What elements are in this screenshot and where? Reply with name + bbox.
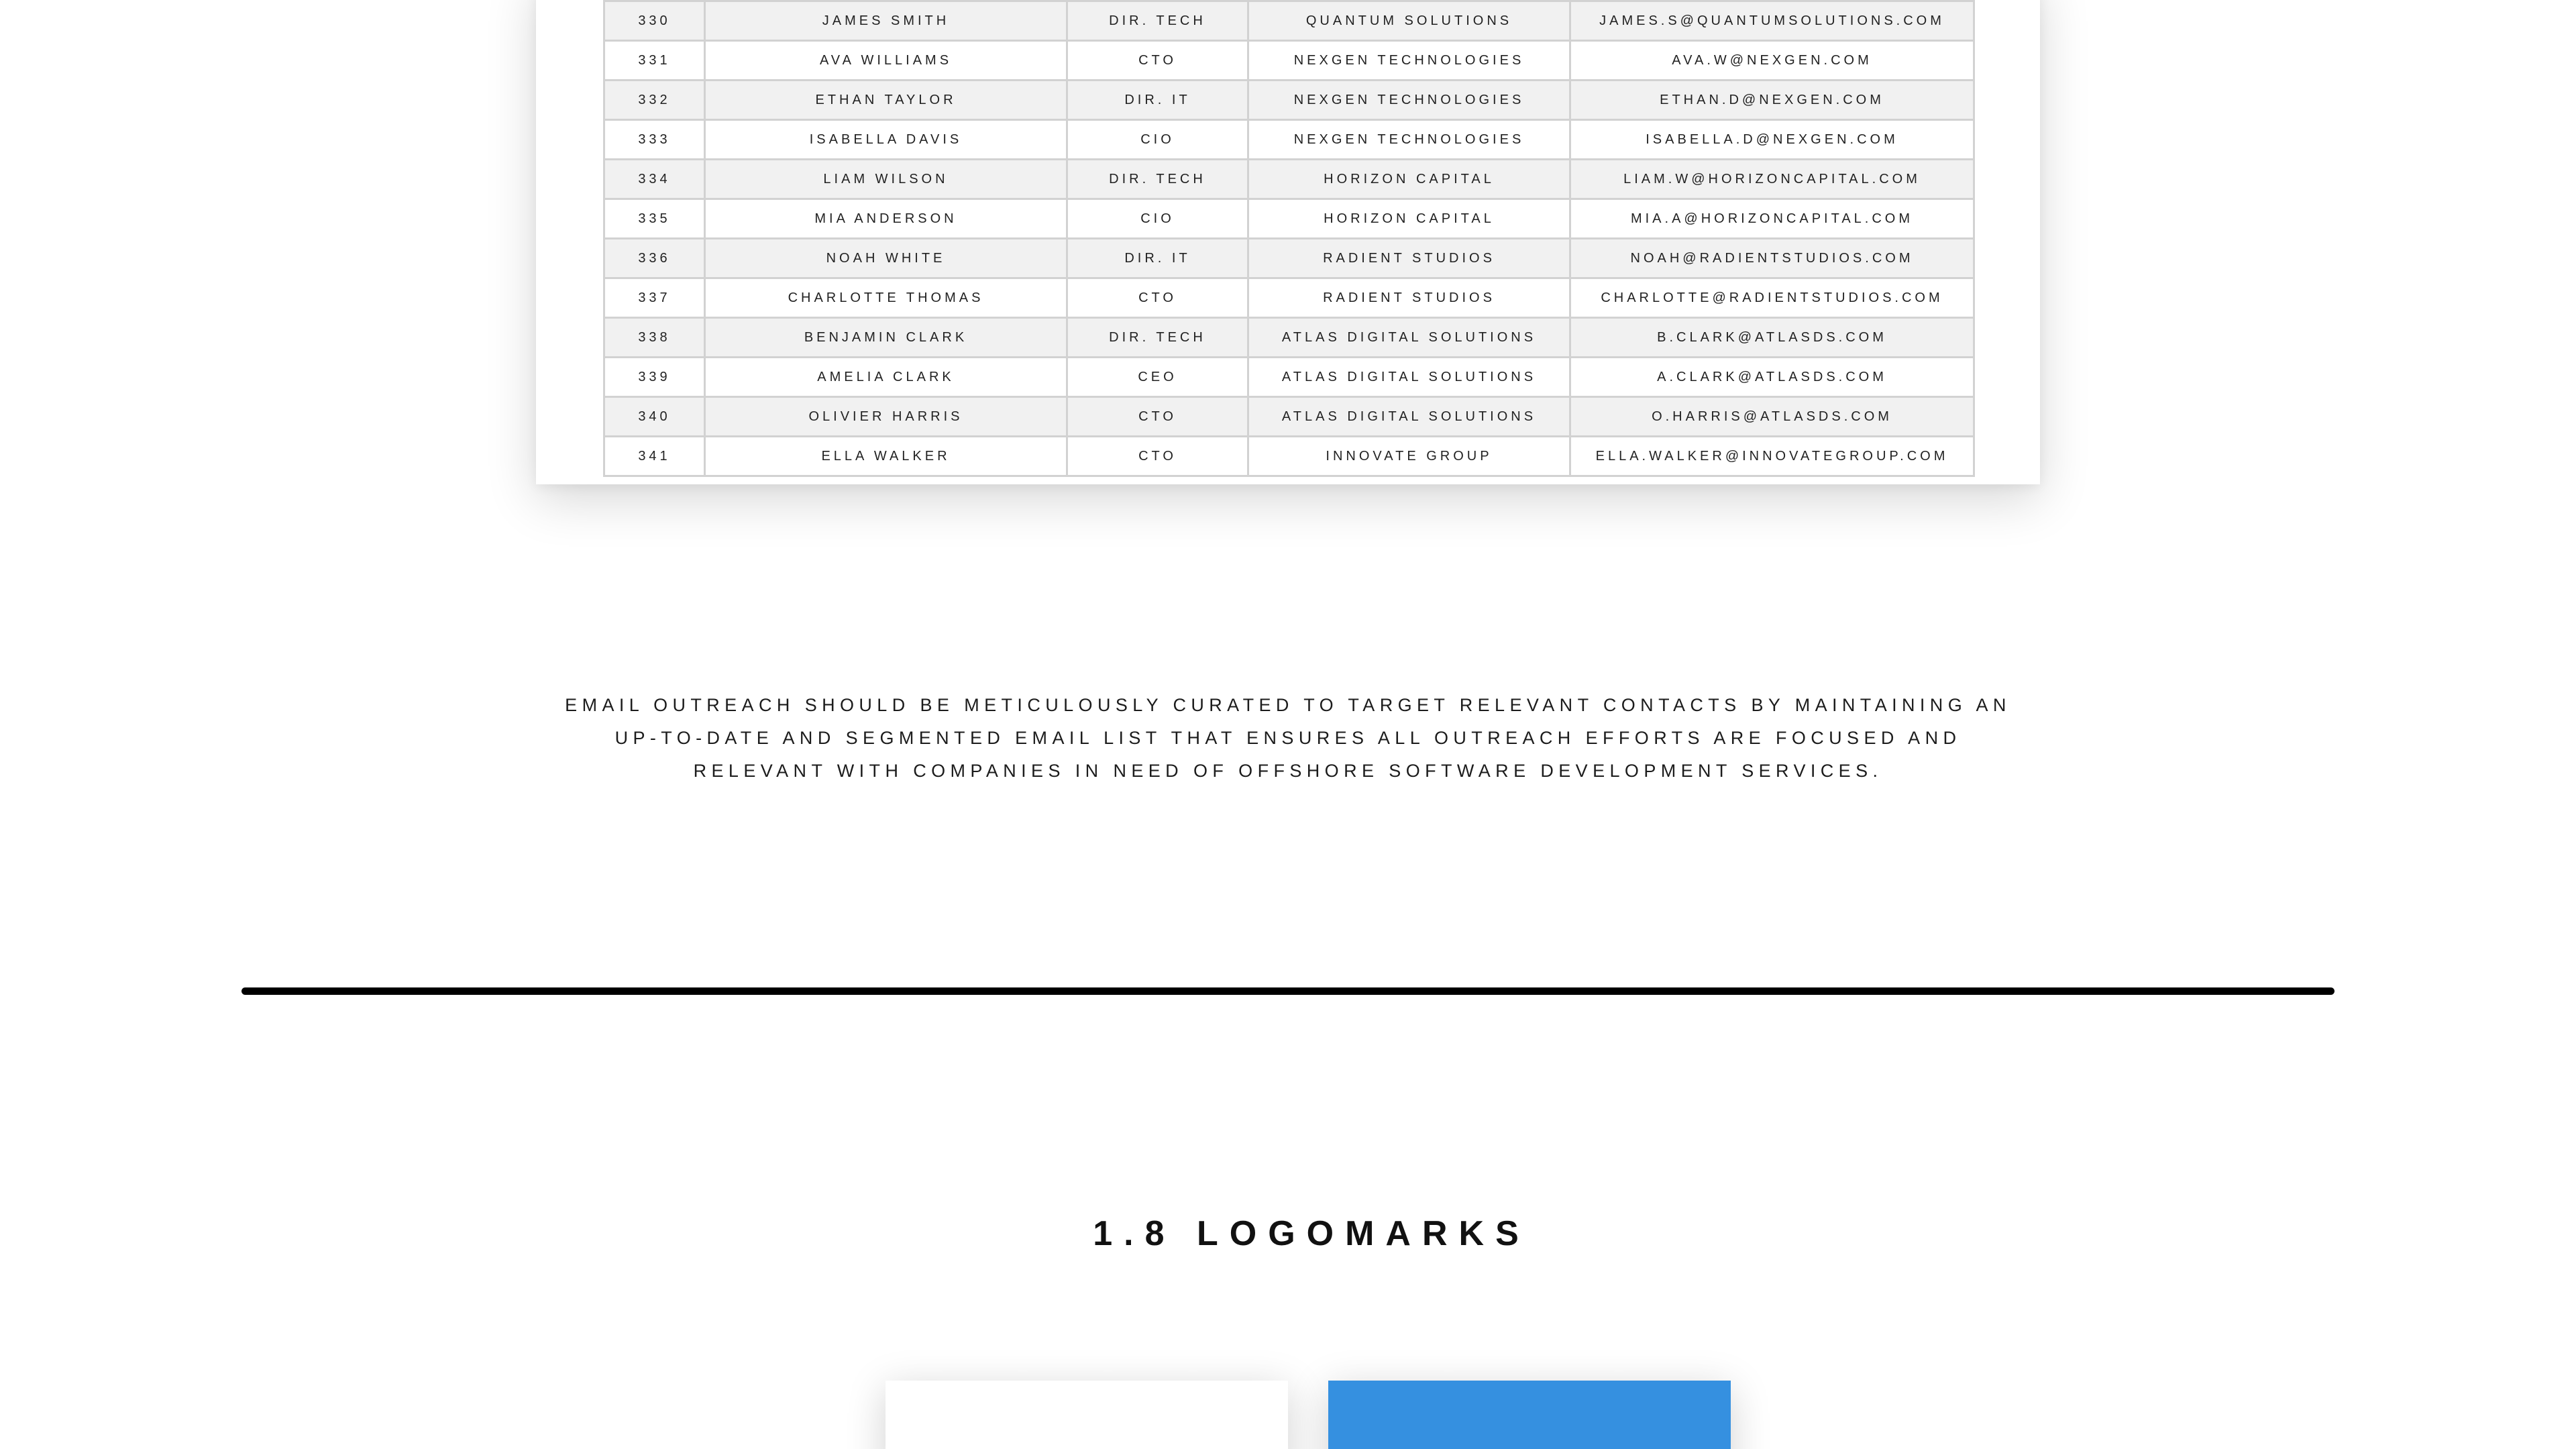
cell-name: MIA ANDERSON xyxy=(705,199,1067,239)
cell-company: NEXGEN TECHNOLOGIES xyxy=(1248,80,1570,120)
cell-id: 338 xyxy=(604,318,705,358)
cell-email[interactable]: MIA.A@HORIZONCAPITAL.COM xyxy=(1570,199,1974,239)
cell-name: OLIVIER HARRIS xyxy=(705,397,1067,437)
cell-name: LIAM WILSON xyxy=(705,160,1067,199)
contacts-table-card xyxy=(536,0,2040,484)
cell-title: DIR. IT xyxy=(1067,80,1248,120)
cell-email[interactable]: JAMES.S@QUANTUMSOLUTIONS.COM xyxy=(1570,1,1974,41)
table-row xyxy=(604,1,1974,41)
outreach-paragraph: EMAIL OUTREACH SHOULD BE METICULOUSLY CURATED TO TARGET RELEVANT CONTACTS BY MAINTAINING AN UP-TO-DATE AND SEGMENTED EMAIL LIST THAT ENSURES ALL OUTREACH EFFORTS ARE FOCUSED AND RELEVANT WITH COMPANIES IN NEED OF OFFSHORE SOFTWARE DEVELOPMENT SERVICES. xyxy=(565,695,2011,781)
cell-email[interactable]: CHARLOTTE@RADIENTSTUDIOS.COM xyxy=(1570,278,1974,318)
cell-title: DIR. TECH xyxy=(1067,1,1248,41)
cell-name: AVA WILLIAMS xyxy=(705,41,1067,80)
cell-name: CHARLOTTE THOMAS xyxy=(705,278,1067,318)
cell-title: CIO xyxy=(1067,120,1248,160)
logomark-card-light xyxy=(885,1381,1288,1449)
cell-company: ATLAS DIGITAL SOLUTIONS xyxy=(1248,397,1570,437)
cell-title: CTO xyxy=(1067,437,1248,476)
cell-title: CIO xyxy=(1067,199,1248,239)
cell-email[interactable]: NOAH@RADIENTSTUDIOS.COM xyxy=(1570,239,1974,278)
cell-id: 340 xyxy=(604,397,705,437)
table-row xyxy=(604,160,1974,199)
table-row xyxy=(604,199,1974,239)
cell-email[interactable]: ELLA.WALKER@INNOVATEGROUP.COM xyxy=(1570,437,1974,476)
cell-company: HORIZON CAPITAL xyxy=(1248,160,1570,199)
cell-id: 336 xyxy=(604,239,705,278)
cell-id: 331 xyxy=(604,41,705,80)
cell-id: 334 xyxy=(604,160,705,199)
logomark-card-blue xyxy=(1328,1381,1731,1449)
cell-email[interactable]: A.CLARK@ATLASDS.COM xyxy=(1570,358,1974,397)
cell-email[interactable]: ETHAN.D@NEXGEN.COM xyxy=(1570,80,1974,120)
cell-title: DIR. TECH xyxy=(1067,160,1248,199)
table-row xyxy=(604,278,1974,318)
table-row xyxy=(604,397,1974,437)
cell-id: 332 xyxy=(604,80,705,120)
cell-company: NEXGEN TECHNOLOGIES xyxy=(1248,41,1570,80)
cell-name: ETHAN TAYLOR xyxy=(705,80,1067,120)
table-row xyxy=(604,318,1974,358)
cell-title: CTO xyxy=(1067,397,1248,437)
table-row xyxy=(604,239,1974,278)
contacts-table-body xyxy=(604,1,1974,476)
cell-name: JAMES SMITH xyxy=(705,1,1067,41)
table-row xyxy=(604,437,1974,476)
cell-title: CTO xyxy=(1067,41,1248,80)
cell-id: 330 xyxy=(604,1,705,41)
cell-company: ATLAS DIGITAL SOLUTIONS xyxy=(1248,318,1570,358)
table-row xyxy=(604,358,1974,397)
table-row xyxy=(604,80,1974,120)
table-row xyxy=(604,41,1974,80)
section-divider xyxy=(241,987,2334,995)
cell-name: NOAH WHITE xyxy=(705,239,1067,278)
cell-company: INNOVATE GROUP xyxy=(1248,437,1570,476)
cell-title: DIR. TECH xyxy=(1067,318,1248,358)
cell-company: QUANTUM SOLUTIONS xyxy=(1248,1,1570,41)
cell-id: 337 xyxy=(604,278,705,318)
cell-email[interactable]: ISABELLA.D@NEXGEN.COM xyxy=(1570,120,1974,160)
cell-email[interactable]: AVA.W@NEXGEN.COM xyxy=(1570,41,1974,80)
cell-id: 339 xyxy=(604,358,705,397)
table-row xyxy=(604,120,1974,160)
cell-company: RADIENT STUDIOS xyxy=(1248,239,1570,278)
cell-id: 335 xyxy=(604,199,705,239)
cell-company: NEXGEN TECHNOLOGIES xyxy=(1248,120,1570,160)
cell-company: HORIZON CAPITAL xyxy=(1248,199,1570,239)
cell-email[interactable]: B.CLARK@ATLASDS.COM xyxy=(1570,318,1974,358)
cell-email[interactable]: O.HARRIS@ATLASDS.COM xyxy=(1570,397,1974,437)
cell-email[interactable]: LIAM.W@HORIZONCAPITAL.COM xyxy=(1570,160,1974,199)
cell-title: CTO xyxy=(1067,278,1248,318)
cell-name: BENJAMIN CLARK xyxy=(705,318,1067,358)
cell-title: DIR. IT xyxy=(1067,239,1248,278)
section-title-logomarks: 1.8 LOGOMARKS xyxy=(1093,1214,1530,1254)
cell-id: 341 xyxy=(604,437,705,476)
cell-company: RADIENT STUDIOS xyxy=(1248,278,1570,318)
cell-name: AMELIA CLARK xyxy=(705,358,1067,397)
cell-name: ELLA WALKER xyxy=(705,437,1067,476)
contacts-table xyxy=(603,0,1975,477)
cell-id: 333 xyxy=(604,120,705,160)
cell-name: ISABELLA DAVIS xyxy=(705,120,1067,160)
cell-title: CEO xyxy=(1067,358,1248,397)
cell-company: ATLAS DIGITAL SOLUTIONS xyxy=(1248,358,1570,397)
